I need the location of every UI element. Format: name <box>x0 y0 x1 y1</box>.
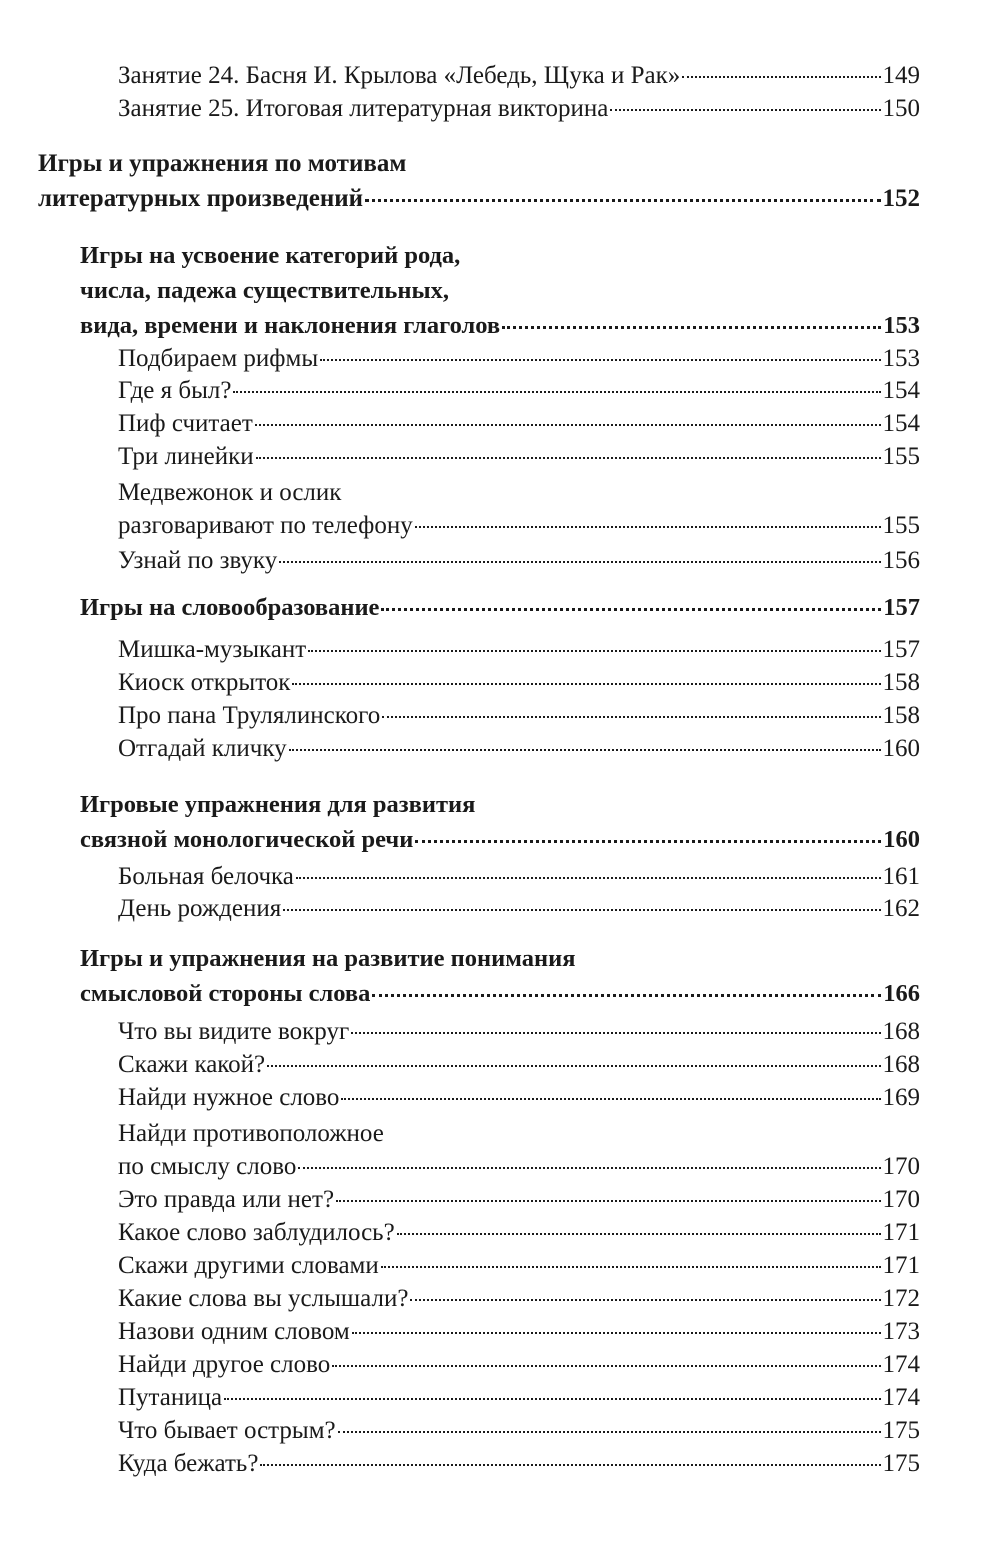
toc-entry <box>118 1448 920 1481</box>
toc-entry-line <box>80 941 920 976</box>
toc-entry <box>118 634 920 667</box>
dot-leader <box>415 526 881 528</box>
toc-entry-title: Найди противоположное <box>118 1120 384 1147</box>
toc-page-number: 158 <box>882 702 920 729</box>
toc-entry-line <box>118 441 920 474</box>
toc-entry-title: Подбираем рифмы <box>118 345 319 372</box>
toc-entry-title: Пиф считает <box>118 410 253 437</box>
toc-entry-line <box>118 343 920 376</box>
dot-leader <box>255 424 881 426</box>
toc-entry-line <box>118 733 920 766</box>
toc-entry-line <box>118 93 920 126</box>
toc-entry-title: разговаривают по телефону <box>118 511 413 539</box>
toc-entry-title: смысловой стороны слова <box>80 980 371 1007</box>
toc-entry-title: Игры и упражнения по мотивам <box>38 150 407 177</box>
toc-page-number: 170 <box>882 1152 920 1180</box>
toc-entry-line <box>118 700 920 733</box>
dot-leader <box>610 109 880 111</box>
toc-entry-line <box>80 590 920 625</box>
toc-page-number: 175 <box>882 1417 920 1444</box>
toc-entry-line <box>118 861 920 894</box>
toc-entry-title: Киоск открыток <box>118 669 291 696</box>
toc-entry-line <box>118 510 920 543</box>
dot-leader <box>279 561 880 563</box>
toc-page-number: 171 <box>882 1252 920 1279</box>
toc-page-number: 175 <box>882 1450 920 1477</box>
dot-leader <box>289 749 881 751</box>
dot-leader <box>381 608 881 611</box>
toc-entry-line <box>118 60 920 93</box>
toc-entry <box>118 667 920 700</box>
toc-page-number: 170 <box>882 1186 920 1213</box>
toc-entry-title: Путаница <box>118 1384 223 1411</box>
toc-page-number: 161 <box>882 863 920 890</box>
toc-entry-title: Занятие 25. Итоговая литературная викторина <box>118 95 609 122</box>
toc-entry <box>118 1316 920 1349</box>
dot-leader <box>283 909 880 911</box>
toc-entry <box>118 1349 920 1382</box>
toc-entry-title: Найди нужное слово <box>118 1084 340 1111</box>
dot-leader <box>502 326 881 329</box>
dot-leader <box>224 1398 880 1400</box>
toc-page-number: 171 <box>882 1219 920 1246</box>
toc-entry-line <box>80 976 920 1011</box>
dot-leader <box>298 1167 880 1169</box>
toc-entry-line <box>80 238 920 273</box>
toc-entry-line <box>38 146 920 181</box>
toc-page-number: 160 <box>883 826 920 853</box>
toc-page-number: 149 <box>882 62 920 89</box>
toc-section-heading <box>80 941 920 1011</box>
toc-entry <box>118 1217 920 1250</box>
toc-entry <box>118 861 920 894</box>
toc-entry-title: Игры на усвоение категорий рода, <box>80 242 461 269</box>
toc-entry-title: День рождения <box>118 895 282 922</box>
dot-leader <box>341 1098 880 1100</box>
dot-leader <box>372 994 881 997</box>
toc-page-number: 168 <box>882 1018 920 1045</box>
toc-entry-title: Это правда или нет? <box>118 1186 335 1213</box>
toc-entry-title: Какие слова вы услышали? <box>118 1285 409 1312</box>
dot-leader <box>682 76 880 78</box>
toc-entry-title: Какое слово заблудилось? <box>118 1219 395 1246</box>
toc-entry-line <box>118 1184 920 1217</box>
toc-page-number: 160 <box>882 735 920 762</box>
toc-entry-title: Три линейки <box>118 443 254 470</box>
toc-section-heading <box>80 238 920 343</box>
toc-entry <box>118 1082 920 1115</box>
toc-entry-title: Куда бежать? <box>118 1450 259 1477</box>
dot-leader <box>292 683 880 685</box>
toc-entry-title: Скажи другими словами <box>118 1252 379 1279</box>
toc-page-number: 153 <box>882 345 920 372</box>
toc-section-heading <box>38 146 920 216</box>
toc-entry-line <box>118 545 920 578</box>
dot-leader <box>365 199 880 202</box>
toc-entry-title: Про пана Трулялинского <box>118 702 381 729</box>
toc-entry-line <box>80 787 920 822</box>
toc-entry-title: Отгадай кличку <box>118 735 287 762</box>
toc-entry-line <box>80 273 920 308</box>
toc-entry-line <box>118 1382 920 1415</box>
toc-entry-line <box>118 1349 920 1382</box>
dot-leader <box>415 840 881 843</box>
toc-entry <box>118 93 920 126</box>
toc-entry-title: Что бывает острым? <box>118 1417 336 1444</box>
toc-entry-title: Где я был? <box>118 377 232 404</box>
toc-entry <box>118 1415 920 1448</box>
toc-page-number: 152 <box>882 185 920 212</box>
toc-entry <box>118 545 920 578</box>
toc-entry <box>118 343 920 376</box>
toc-entry <box>118 375 920 408</box>
dot-leader <box>397 1233 881 1235</box>
toc-entry-title: Узнай по звуку <box>118 547 278 574</box>
toc-page-number: 155 <box>882 511 920 539</box>
toc-entry-title: вида, времени и наклонения глаголов <box>80 312 501 339</box>
toc-entry-line <box>118 1082 920 1115</box>
dot-leader <box>382 716 880 718</box>
dot-leader <box>336 1200 880 1202</box>
dot-leader <box>308 650 880 652</box>
toc-entry-line <box>118 1049 920 1082</box>
toc-entry-title: Игры и упражнения на развитие понимания <box>80 945 576 972</box>
toc-entry-line <box>118 1316 920 1349</box>
dot-leader <box>351 1032 880 1034</box>
toc-entry-line <box>118 1217 920 1250</box>
toc-page-number: 172 <box>882 1285 920 1312</box>
toc-entry-title: Игры на словообразование <box>80 594 380 621</box>
toc-section-heading <box>80 787 920 857</box>
toc-entry-title: Игровые упражнения для развития <box>80 791 476 818</box>
toc-page-number: 154 <box>882 410 920 437</box>
toc-page-number: 173 <box>882 1318 920 1345</box>
toc-page-number: 158 <box>882 669 920 696</box>
toc-page-number: 174 <box>882 1384 920 1411</box>
toc-entry <box>118 60 920 93</box>
toc-entry-title: Занятие 24. Басня И. Крылова «Лебедь, Щука и Рак» <box>118 62 681 89</box>
dot-leader <box>352 1332 881 1334</box>
toc-entry <box>118 1049 920 1082</box>
dot-leader <box>233 391 880 393</box>
toc-entry-line <box>118 1283 920 1316</box>
toc-page-number: 154 <box>882 377 920 404</box>
dot-leader <box>410 1299 880 1301</box>
dot-leader <box>332 1365 880 1367</box>
toc-page-number: 157 <box>882 636 920 663</box>
toc-entry-line <box>118 634 920 667</box>
toc-page-number: 174 <box>882 1351 920 1378</box>
dot-leader <box>338 1431 881 1433</box>
toc-entry-line <box>118 1118 920 1151</box>
toc-entry <box>118 408 920 441</box>
toc-entry <box>118 477 920 542</box>
toc-entry-line <box>118 1016 920 1049</box>
toc-page-number: 157 <box>883 594 920 621</box>
toc-entry-line <box>118 1151 920 1184</box>
dot-leader <box>296 877 881 879</box>
toc-entry-line <box>118 1415 920 1448</box>
toc-entry-title: Больная белочка <box>118 863 294 890</box>
toc-page-number: 162 <box>882 895 920 922</box>
toc-entry-line <box>118 408 920 441</box>
toc-entry-line <box>118 1448 920 1481</box>
toc-entry-title: связной монологической речи <box>80 826 414 853</box>
toc-entry-title: литературных произведений <box>38 185 364 212</box>
toc-entry-title: Что вы видите вокруг <box>118 1018 350 1045</box>
toc-entry <box>118 441 920 474</box>
toc-section-heading <box>80 590 920 625</box>
toc-entry-title: Назови одним словом <box>118 1318 350 1345</box>
toc-entry <box>118 1250 920 1283</box>
toc-entry-line <box>118 667 920 700</box>
toc-entry-title: Медвежонок и ослик <box>118 479 342 506</box>
toc-page-number: 169 <box>882 1084 920 1111</box>
toc-entry <box>118 1382 920 1415</box>
toc-entry-title: по смыслу слово <box>118 1152 297 1180</box>
toc-page-number: 150 <box>882 95 920 122</box>
toc-entry-title: Скажи какой? <box>118 1051 266 1078</box>
toc-entry-line <box>118 375 920 408</box>
toc-entry <box>118 700 920 733</box>
toc-entry-line <box>118 477 920 510</box>
toc-entry-line <box>80 822 920 857</box>
toc-entry-line <box>118 893 920 926</box>
toc-entry <box>118 1283 920 1316</box>
toc-entry <box>118 1016 920 1049</box>
toc-page-number: 168 <box>882 1051 920 1078</box>
dot-leader <box>320 359 880 361</box>
toc-entry <box>118 1118 920 1183</box>
toc-page-number: 155 <box>882 443 920 470</box>
dot-leader <box>267 1065 880 1067</box>
toc-entry <box>118 1184 920 1217</box>
toc-page-number: 156 <box>882 547 920 574</box>
toc-entry-line <box>80 308 920 343</box>
toc-page-number: 153 <box>883 312 920 339</box>
dot-leader <box>260 1464 880 1466</box>
toc-entry-title: Найди другое слово <box>118 1351 331 1378</box>
toc-entry <box>118 733 920 766</box>
dot-leader <box>381 1266 881 1268</box>
dot-leader <box>256 457 881 459</box>
toc-entry-title: числа, падежа существительных, <box>80 277 449 304</box>
toc-entry-title: Мишка-музыкант <box>118 636 307 663</box>
toc-entry-line <box>118 1250 920 1283</box>
toc-page-number: 166 <box>883 980 920 1007</box>
toc-entry <box>118 893 920 926</box>
toc-entry-line <box>38 181 920 216</box>
